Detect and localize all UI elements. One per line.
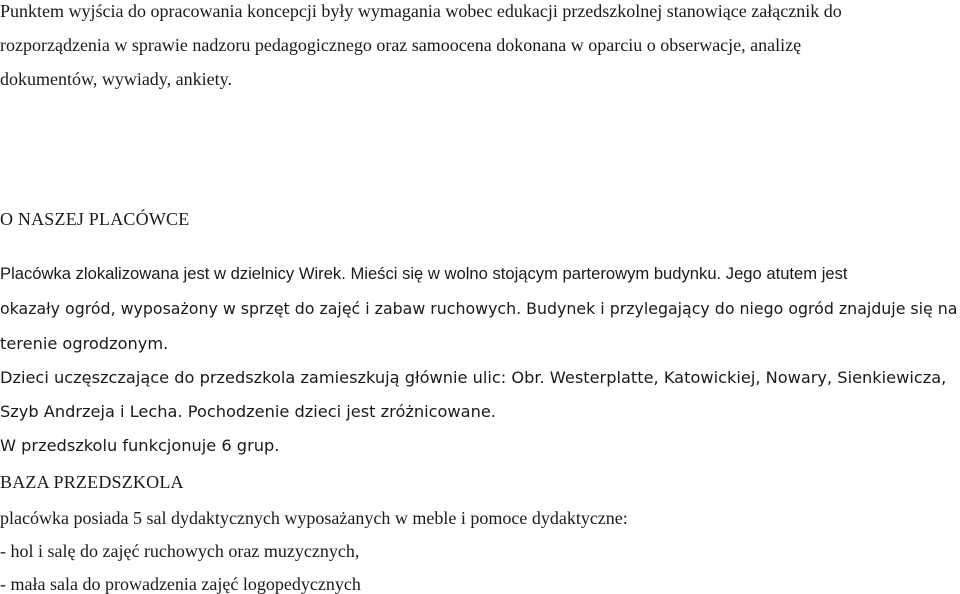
about-line-4: Dzieci uczęszczające do przedszkola zamieszkują głównie ulic: Obr. Westerplatte, Katowickiej, Nowary, Sienkiewicza,: [0, 368, 947, 387]
intro-line-2: rozporządzenia w sprawie nadzoru pedagogicznego oraz samoocena dokonana w oparciu o obserwacje, analizę: [0, 35, 802, 55]
about-line-1: Placówka zlokalizowana jest w dzielnicy Wirek. Mieści się w wolno stojącym parterowym budynku. Jego atutem jest: [0, 264, 848, 283]
base-line-3: - mała sala do prowadzenia zajęć logopedycznych: [0, 574, 361, 594]
intro-line-3: dokumentów, wywiady, ankiety.: [0, 69, 232, 89]
base-line-2: - hol i salę do zajęć ruchowych oraz muzycznych,: [0, 541, 360, 561]
base-line-1: placówka posiada 5 sal dydaktycznych wyposażanych w meble i pomoce dydaktyczne:: [0, 508, 628, 528]
section-heading-base: BAZA PRZEDSZKOLA: [0, 472, 184, 492]
about-line-3: terenie ogrodzonym.: [0, 334, 169, 353]
about-line-5: Szyb Andrzeja i Lecha. Pochodzenie dzieci jest zróżnicowane.: [0, 402, 496, 421]
about-line-2: okazały ogród, wyposażony w sprzęt do zajęć i zabaw ruchowych. Budynek i przylegający do niego ogród znajduje się na: [0, 299, 958, 318]
intro-line-1: Punktem wyjścia do opracowania koncepcji były wymagania wobec edukacji przedszkolnej stanowiące załącznik do: [0, 1, 842, 21]
section-heading-about: O NASZEJ PLACÓWCE: [0, 209, 190, 229]
about-line-6: W przedszkolu funkcjonuje 6 grup.: [0, 436, 280, 455]
